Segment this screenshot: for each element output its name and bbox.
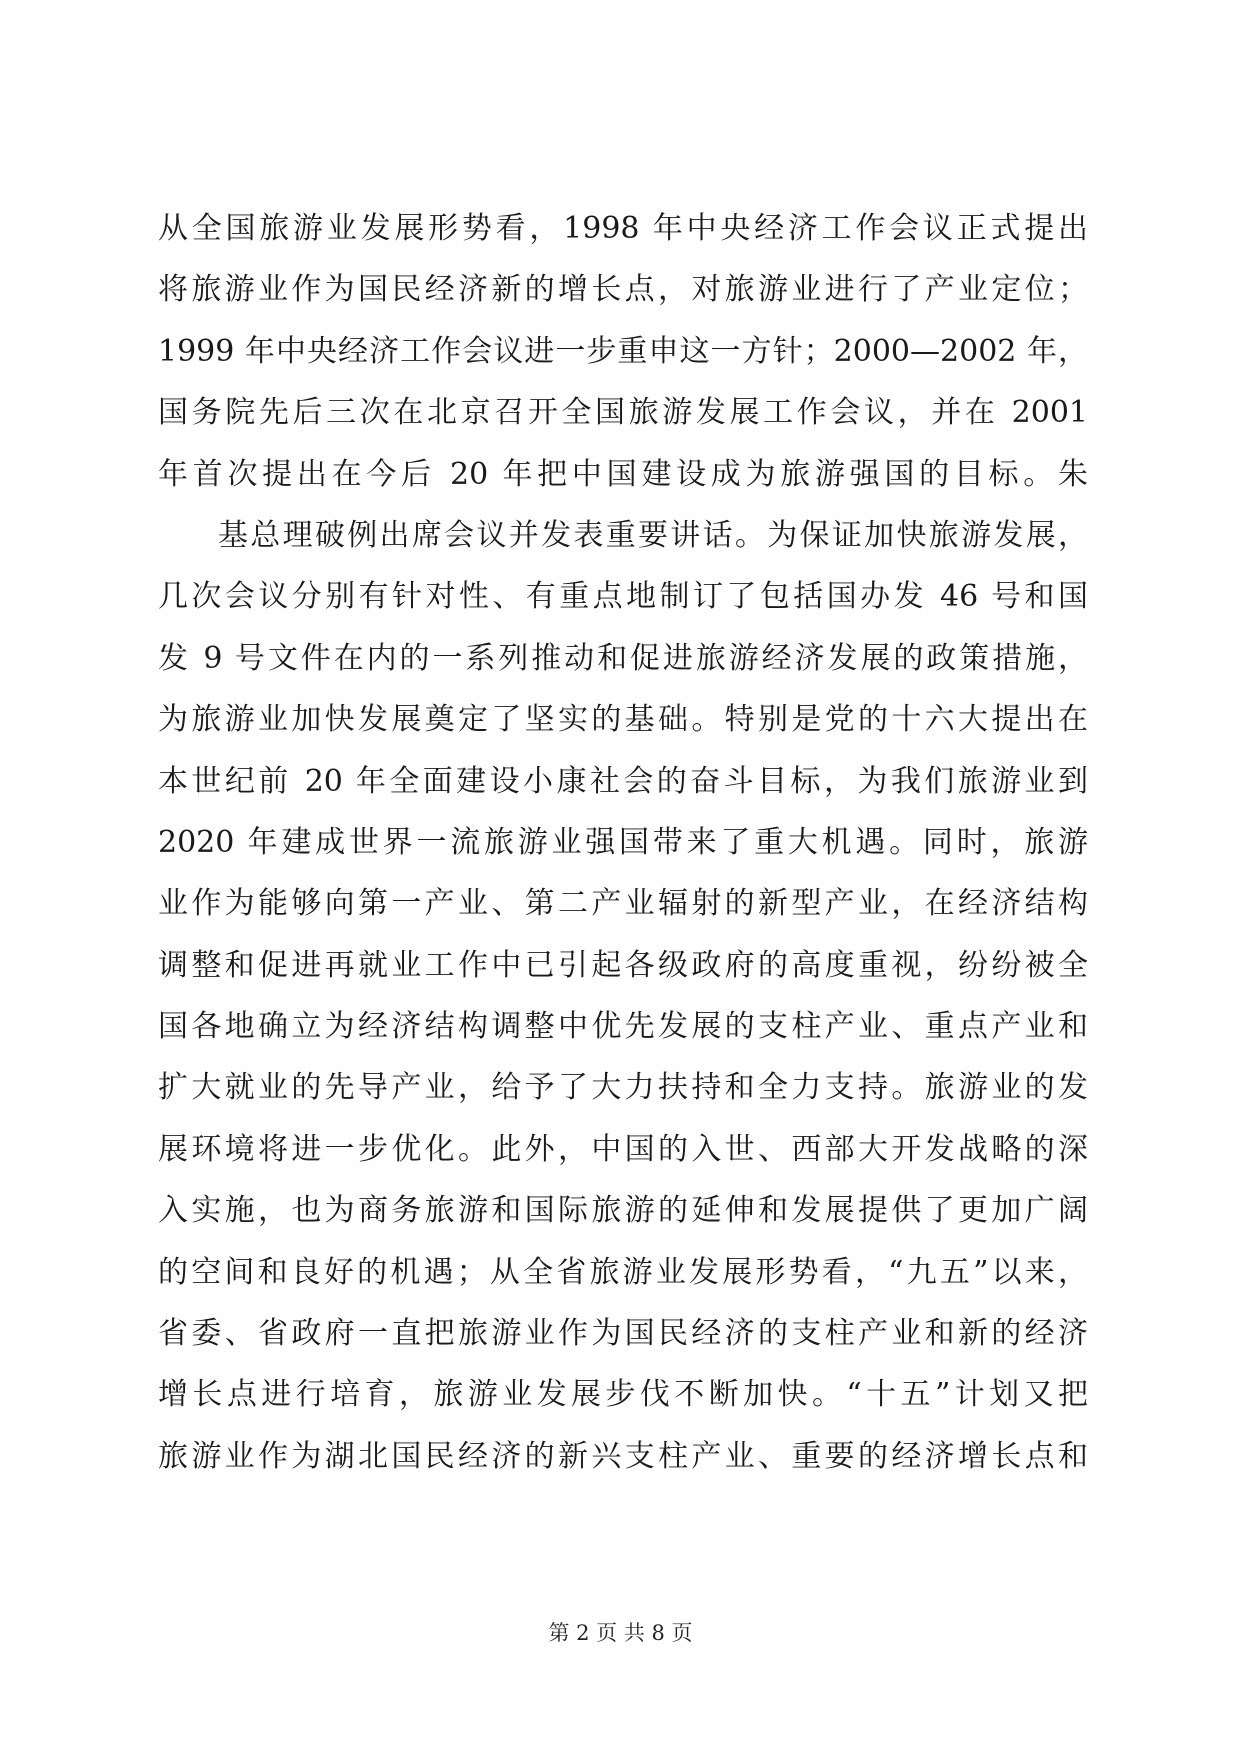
paragraph-1 bbox=[158, 198, 1088, 505]
paragraph-2 bbox=[158, 505, 1088, 1487]
text-line: 国各地确立为经济结构调整中优先发展的支柱产业、重点产业和 bbox=[158, 1009, 1088, 1045]
text-line: 国务院先后三次在北京召开全国旅游发展工作会议，并在 2001 bbox=[158, 395, 1088, 431]
text-line: 省委、省政府一直把旅游业作为国民经济的支柱产业和新的经济 bbox=[158, 1316, 1088, 1352]
text-line: 增长点进行培育，旅游业发展步伐不断加快。“十五”计划又把 bbox=[158, 1377, 1088, 1413]
text-line: 年首次提出在今后 20 年把中国建设成为旅游强国的目标。朱 bbox=[158, 456, 1088, 492]
text-line: 本世纪前 20 年全面建设小康社会的奋斗目标，为我们旅游业到 bbox=[158, 763, 1088, 799]
text-line: 旅游业作为湖北国民经济的新兴支柱产业、重要的经济增长点和 bbox=[158, 1438, 1088, 1474]
text-line: 入实施，也为商务旅游和国际旅游的延伸和发展提供了更加广阔 bbox=[158, 1193, 1088, 1229]
text-line: 为旅游业加快发展奠定了坚实的基础。特别是党的十六大提出在 bbox=[158, 702, 1088, 738]
text-line: 1999 年中央经济工作会议进一步重申这一方针；2000—2002 年， bbox=[158, 333, 1088, 369]
text-line: 发 9 号文件在内的一系列推动和促进旅游经济发展的政策措施， bbox=[158, 640, 1088, 676]
text-line: 2020 年建成世界一流旅游业强国带来了重大机遇。同时，旅游 bbox=[158, 824, 1088, 860]
text-line: 调整和促进再就业工作中已引起各级政府的高度重视，纷纷被全 bbox=[158, 947, 1088, 983]
text-line: 几次会议分别有针对性、有重点地制订了包括国办发 46 号和国 bbox=[158, 579, 1088, 615]
text-line: 扩大就业的先导产业，给予了大力扶持和全力支持。旅游业的发 bbox=[158, 1070, 1088, 1106]
text-line: 将旅游业作为国民经济新的增长点，对旅游业进行了产业定位； bbox=[158, 272, 1088, 308]
text-line: 展环境将进一步优化。此外，中国的入世、西部大开发战略的深 bbox=[158, 1131, 1088, 1167]
text-line: 的空间和良好的机遇；从全省旅游业发展形势看，“九五”以来， bbox=[158, 1254, 1088, 1290]
text-line: 基总理破例出席会议并发表重要讲话。为保证加快旅游发展， bbox=[218, 517, 1088, 553]
page-number-footer: 第 2 页 共 8 页 bbox=[548, 1621, 693, 1645]
text-line: 业作为能够向第一产业、第二产业辐射的新型产业，在经济结构 bbox=[158, 886, 1088, 922]
document-body bbox=[158, 198, 1088, 1487]
text-line: 从全国旅游业发展形势看，1998 年中央经济工作会议正式提出 bbox=[158, 211, 1088, 246]
